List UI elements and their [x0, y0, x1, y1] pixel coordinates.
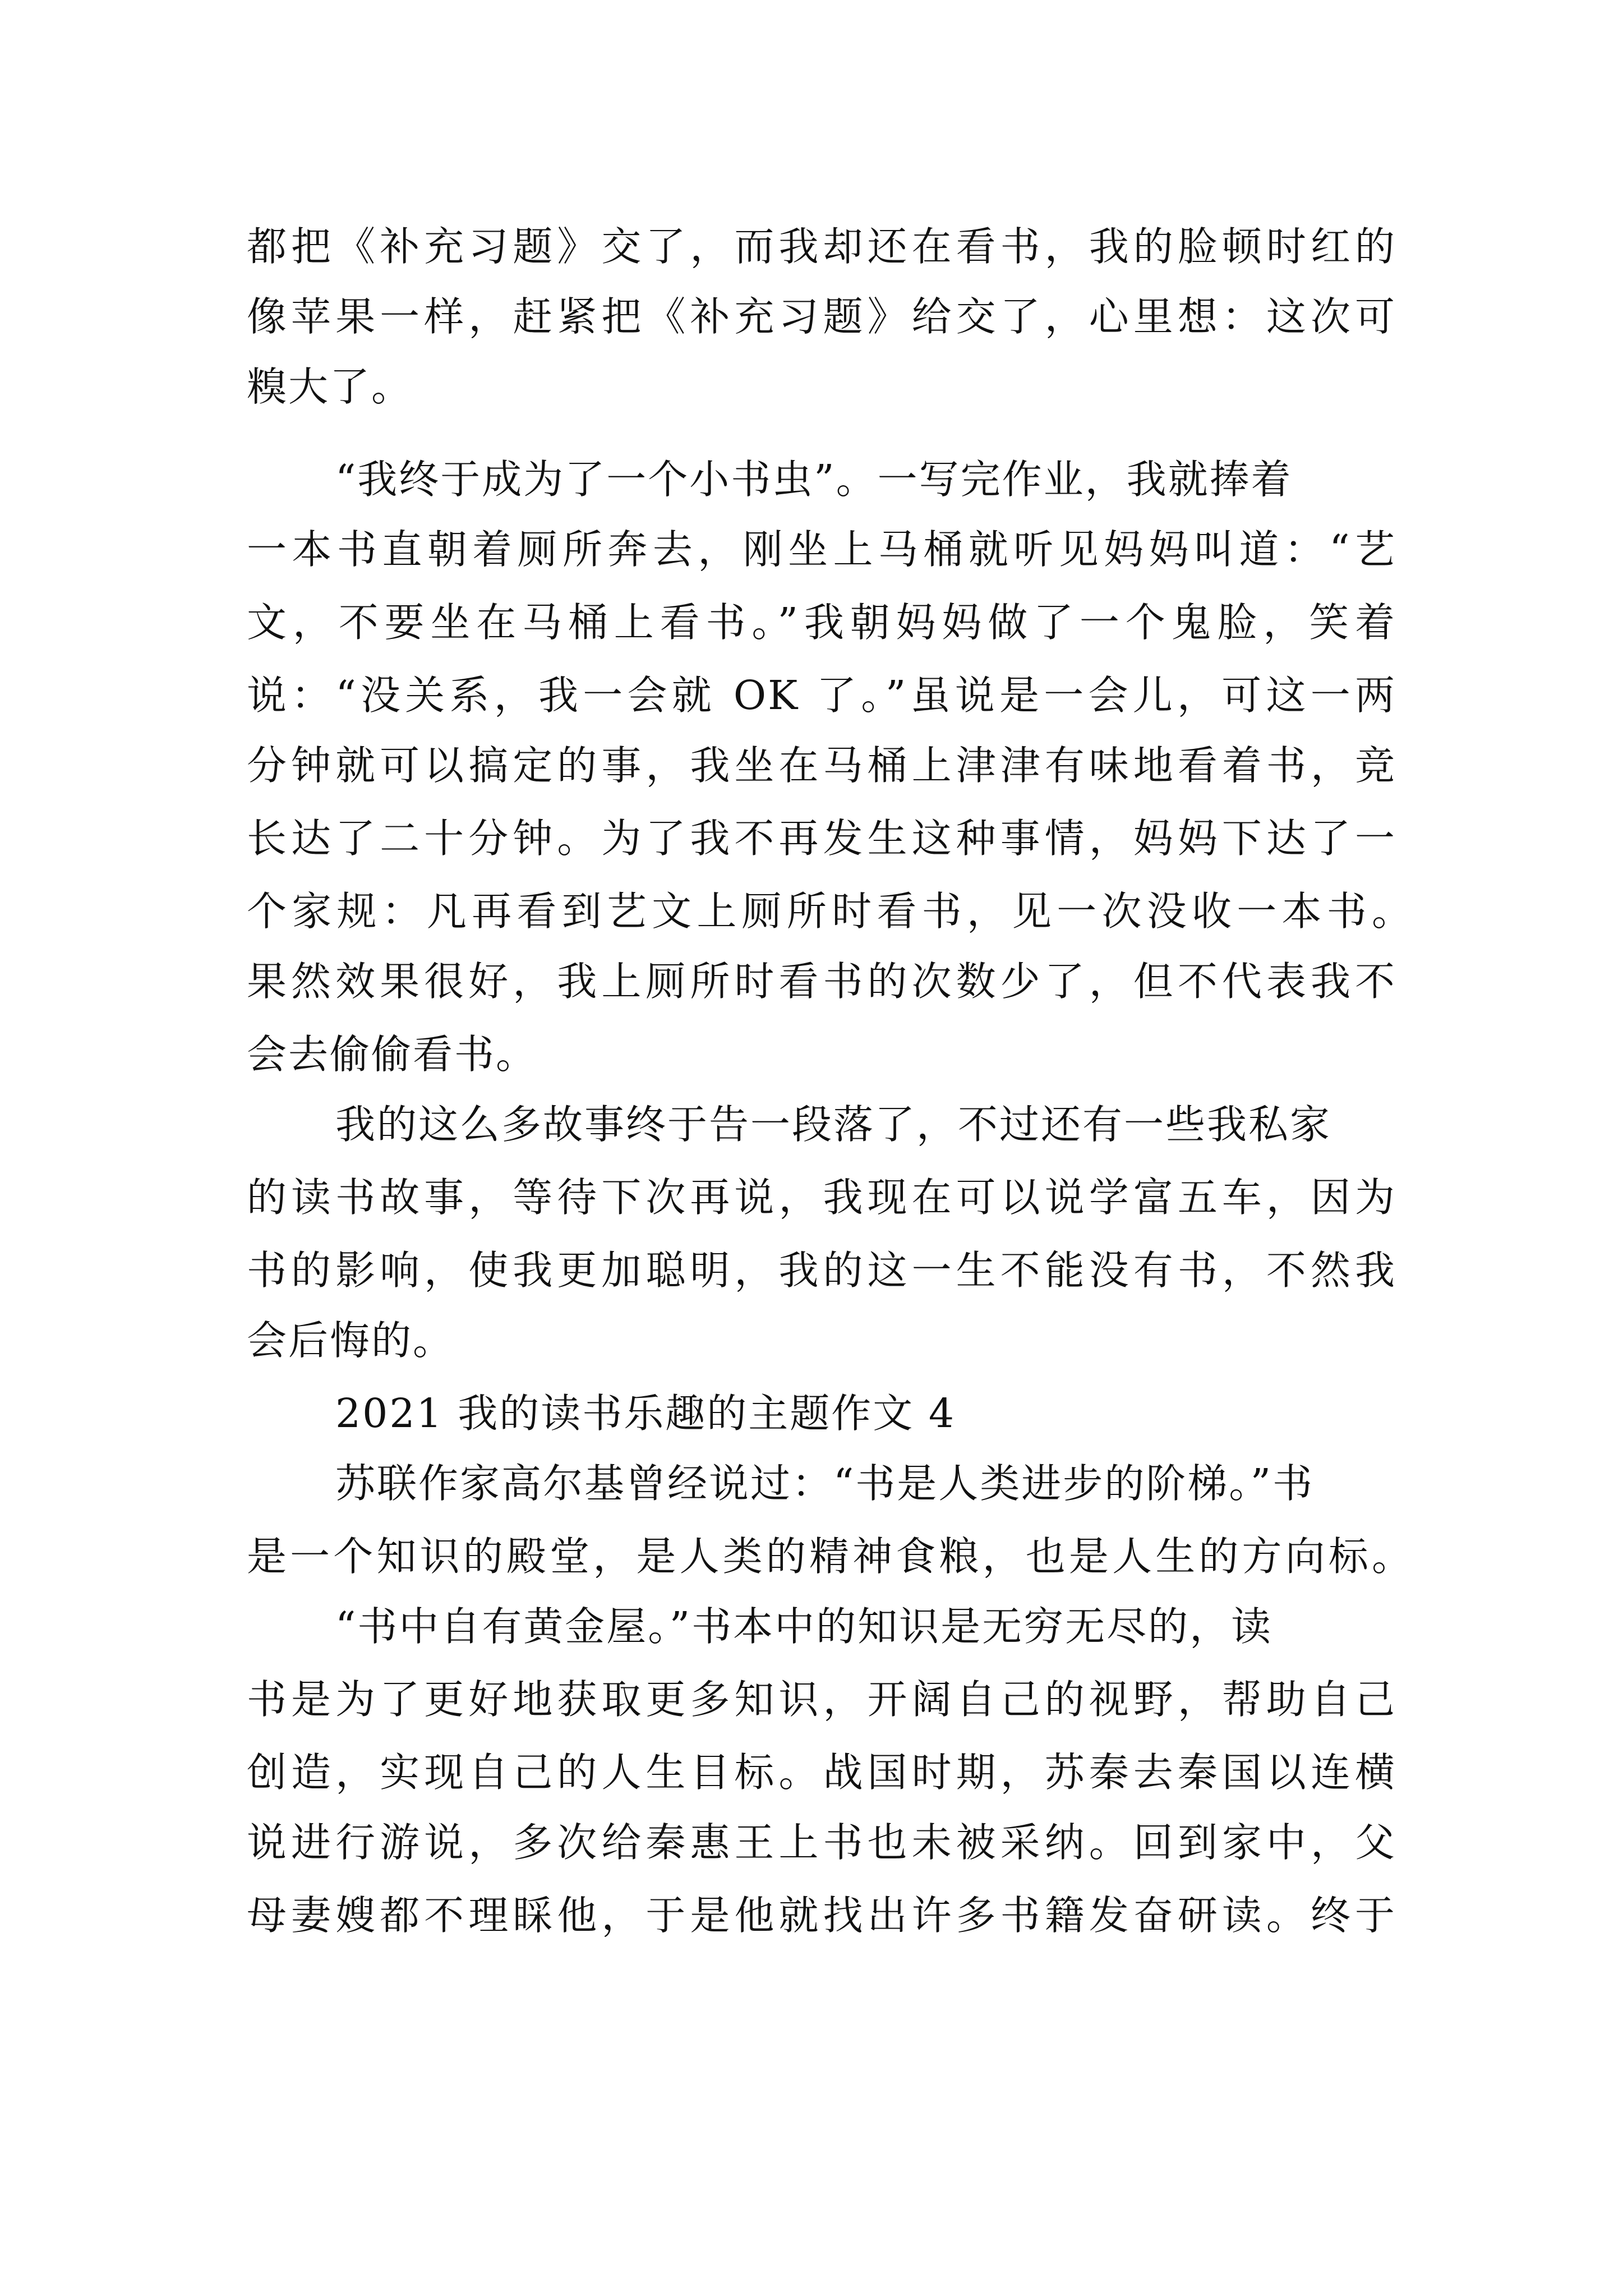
- text-line: 母妻嫂都不理睬他，于是他就找出许多书籍发奋研读。终于: [247, 1892, 1396, 1939]
- text-line: 创造，实现自己的人生目标。战国时期，苏秦去秦国以连横: [247, 1749, 1396, 1796]
- text-line: 苏联作家高尔基曾经说过：“书是人类进步的阶梯。”书: [335, 1460, 1315, 1507]
- section-heading: 2021 我的读书乐趣的主题作文 4: [335, 1390, 956, 1437]
- text-line: 文，不要坐在马桶上看书。”我朝妈妈做了一个鬼脸，笑着: [247, 599, 1396, 646]
- text-line: 我的这么多故事终于告一段落了，不过还有一些我私家: [335, 1101, 1332, 1148]
- text-line: 糗大了。: [247, 364, 413, 410]
- text-line: 都把《补充习题》交了，而我却还在看书，我的脸顿时红的: [247, 223, 1396, 270]
- text-line: 说：“没关系，我一会就 OK 了。”虽说是一会儿，可这一两: [247, 672, 1396, 719]
- text-line: 像苹果一样，赶紧把《补充习题》给交了，心里想：这次可: [247, 293, 1396, 340]
- text-line: 的读书故事，等待下次再说，我现在可以说学富五车，因为: [247, 1174, 1396, 1221]
- text-line: 会去偷偷看书。: [247, 1031, 538, 1078]
- text-line: “我终于成为了一个小书虫”。一写完作业，我就捧着: [335, 456, 1293, 503]
- text-line: 分钟就可以搞定的事，我坐在马桶上津津有味地看着书，竞: [247, 742, 1396, 789]
- text-line: 果然效果很好，我上厕所时看书的次数少了，但不代表我不: [247, 958, 1396, 1005]
- text-line: 书是为了更好地获取更多知识，开阔自己的视野，帮助自己: [247, 1676, 1396, 1723]
- text-line: 个家规：凡再看到艺文上厕所时看书，见一次没收一本书。: [247, 888, 1413, 935]
- text-line: 会后悔的。: [247, 1317, 455, 1364]
- text-line: 是一个知识的殿堂，是人类的精神食粮，也是人生的方向标。: [247, 1533, 1413, 1580]
- text-line: “书中自有黄金屋。”书本中的知识是无穷无尽的，读: [335, 1603, 1273, 1650]
- text-line: 一本书直朝着厕所奔去，刚坐上马桶就听见妈妈叫道：“艺: [247, 526, 1396, 573]
- text-line: 说进行游说，多次给秦惠王上书也未被采纳。回到家中，父: [247, 1819, 1396, 1866]
- text-line: 长达了二十分钟。为了我不再发生这种事情，妈妈下达了一: [247, 815, 1396, 862]
- text-line: 书的影响，使我更加聪明，我的这一生不能没有书，不然我: [247, 1247, 1396, 1294]
